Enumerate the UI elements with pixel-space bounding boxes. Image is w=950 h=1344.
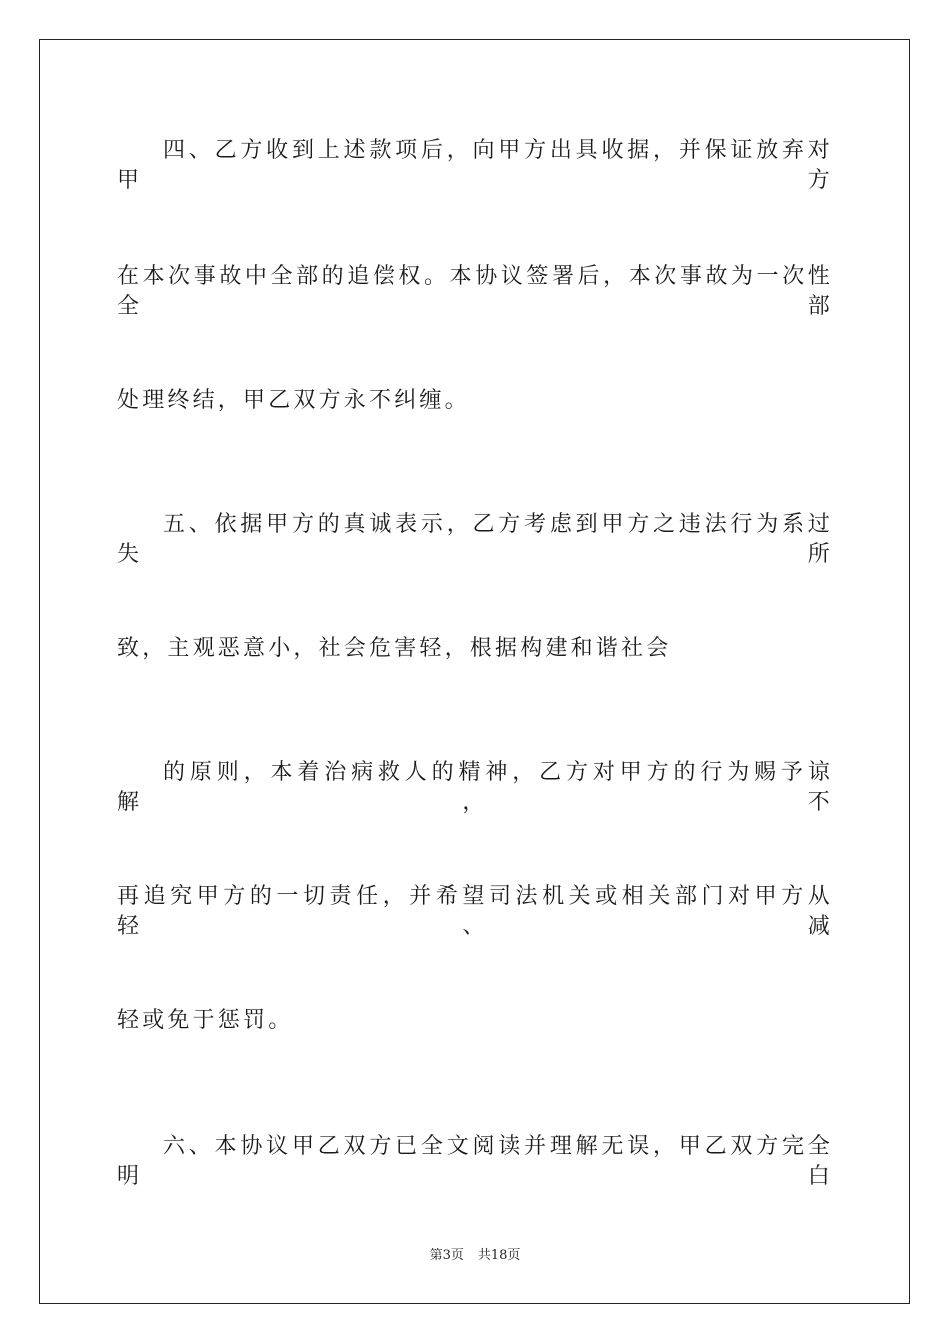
paragraph-5-line-4: 再追究甲方的一切责任，并希望司法机关或相关部门对甲方从轻、减 bbox=[117, 884, 833, 939]
paragraph-5-line-3: 的原则，本着治病救人的精神，乙方对甲方的行为赐予谅解，不 bbox=[117, 760, 833, 815]
total-pages: 共18页 bbox=[477, 1248, 521, 1263]
paragraph-5-line-2: 致，主观恶意小，社会危害轻，根据构建和谐社会 bbox=[117, 636, 672, 661]
paragraph-4-line-3: 处理终结，甲乙双方永不纠缠。 bbox=[117, 388, 470, 413]
paragraph-4-line-2: 在本次事故中全部的追偿权。本协议签署后，本次事故为一次性全部 bbox=[117, 264, 833, 319]
page-number: 第3页 bbox=[429, 1248, 464, 1263]
page-footer bbox=[0, 1247, 950, 1265]
page-border bbox=[39, 39, 910, 1304]
paragraph-6-line-1: 六、本协议甲乙双方已全文阅读并理解无误，甲乙双方完全明白 bbox=[117, 1134, 833, 1189]
paragraph-5-line-1: 五、依据甲方的真诚表示，乙方考虑到甲方之违法行为系过失所 bbox=[117, 512, 833, 567]
paragraph-5-line-5: 轻或免于惩罚。 bbox=[117, 1008, 294, 1033]
paragraph-4-line-1: 四、乙方收到上述款项后，向甲方出具收据，并保证放弃对甲方 bbox=[117, 138, 833, 193]
